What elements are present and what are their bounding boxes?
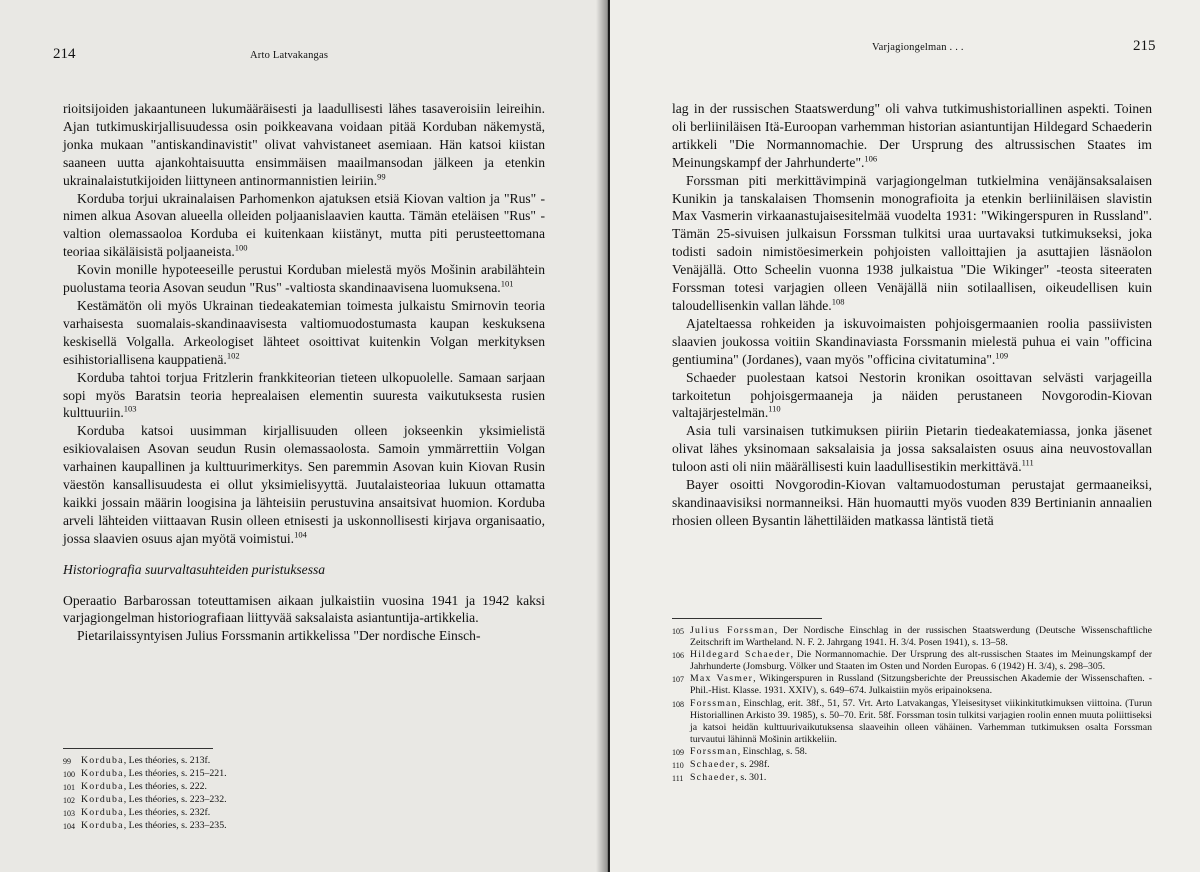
footnote: 101 Korduba, Les théories, s. 222. <box>63 781 207 793</box>
footnote-rule <box>63 748 213 749</box>
left-body-text <box>63 100 545 645</box>
paragraph: Kovin monille hypoteeseille perustui Korduban mielestä myös Mošinin arabilähtein puolustama teoria Asovan seudun "Rus" -valtiosta skandinaavisena luomuksena.$^{101}$ <box>63 262 545 296</box>
right-footnotes <box>672 625 1152 785</box>
footnote: 99 Korduba, Les théories, s. 213f. <box>63 755 211 766</box>
page-number: 215 <box>1133 38 1156 54</box>
paragraph: Bayer osoitti Novgorodin-Kiovan valtamuodostuman perustajat germaaneiksi, skandinaavisiksi normanneiksi. Hän huomautti myös vuoden 839 Bertinianin annaalien rhosien olleen Bysantin lähettiläiden matkassa läntistä tietä <box>672 477 1152 528</box>
footnote: 108 Forssman, Einschlag, erit. 38f., 51, 57. Vrt. Arto Latvakangas, Yleisesityset viikinkitutkimuksen viittoina. (Turun Historiallinen Arkisto 39. 1985), s. 50–70. Erit. 58f. Forssman tosin tulkitsi varjagien roolin ennen muuta poliittiseksi ja katsoi heidän kulttuurivaikutuksensa slaaveihin olleen vähäinen. Varhemman tutkimuksen osalta Forssman turvautui lähinnä Mošinin artikkeliin. <box>672 697 1152 745</box>
paragraph: Korduba tahtoi torjua Fritzlerin frankkiteorian tieteen ulkopuolelle. Samaan sarjaan sopi myös Baratsin teoria heprealaisen elementin suuresta vaikutuksesta rusien kulttuuriin.$^{103}$ <box>63 369 545 421</box>
right-body-text <box>672 100 1152 530</box>
footnote: 103 Korduba, Les théories, s. 232f. <box>63 807 211 819</box>
footnote-rule <box>672 618 822 619</box>
running-header: Varjagiongelman . . . <box>872 42 964 53</box>
paragraph: rioitsijoiden jakaantuneen lukumääräisesti ja laadullisesti lähes tasaveroisiin leireihin. Ajan tutkimuskirjallisuudessa osin poikkeavana voidaan pitää Korduban näkemystä, jonka mukaan "antiskandinavistit" olivat vahvistaneet asemiaan. Hän katsoi kiistan saaneen uutta ajankohtaisuutta ensimmäisen maailmansodan jälkeen ja etenkin ukrainalaistutkijoiden liittyneen antinormannistien leiriin.$^{99}$ <box>63 101 545 188</box>
paragraph: Operaatio Barbarossan toteuttamisen aikaan julkaistiin vuosina 1941 ja 1942 kaksi varjagiongelman historiografiaan liittyvää saksalaista asiantuntija-artikkelia. <box>63 592 545 626</box>
paragraph: Korduba torjui ukrainalaisen Parhomenkon ajatuksen etsiä Kiovan valtion ja "Rus" -nimen alkua Asovan alueella olleiden poljaanislaavien kautta. Tämän eteläisen "Rus" -valtion olemassaoloa Korduba ei kuitenkaan kiistänyt, mutta piti perusteettomana teoriaa sikäläisistä poljaaneista.$^{100}$ <box>63 190 545 260</box>
running-header: Arto Latvakangas <box>250 50 329 61</box>
left-footnotes <box>63 755 545 834</box>
footnote: 107 Max Vasmer, Wikingerspuren in Russland (Sitzungsberichte der Preussischen Akademie der Wissenschaften. -Phil.-Hist. Klasse. 1931. XXIV), s. 649–674. Julkaistiin myös eripainoksena. <box>672 673 1152 697</box>
paragraph: Korduba katsoi uusimman kirjallisuuden olleen jokseenkin yksimielistä esikiovalaisen Asovan seudun Rusin olemassaolosta. Samoin ymmärrettiin Volgan varhainen kaupallinen ja kulttuurimerkitys. Sen paremmin Asovan kuin Kiovan Rusin väestön kansallisuudesta ei ollut yksimielisyyttä. Juutalaisteoriaa lukuun ottamatta kaikki jossain määrin loogisina ja lähteisiin perustuvina ansaitsivat huomion. Korduba arveli lähteiden viittaavan Rusin olleen etnisesti ja uskonnollisesti kirjava organisaatio, jossa slaavien osuus ajan myötä voimistui.$^{104}$ <box>63 423 545 546</box>
paragraph: Ajateltaessa rohkeiden ja iskuvoimaisten pohjoisgermaanien roolia passiivisten slaavien joukossa voitiin Skandinaviasta Forssmanin mielestä puhua ei vain "officina gentiumina" (Jordanes), vaan myös "officina civitatumina".$^{109}$ <box>672 315 1152 367</box>
section-heading: Historiografia suurvaltasuhteiden puristuksessa <box>63 561 326 577</box>
footnote: 100 Korduba, Les théories, s. 215–221. <box>63 768 227 780</box>
paragraph: Schaeder puolestaan katsoi Nestorin kronikan osoittavan selvästi varjageilla tarkoitetun pohjoisgermaaneja ja näiden perustaneen Novgorodin-Kiovan valtajärjestelmän.$^{110}$ <box>672 369 1152 421</box>
footnote: 104 Korduba, Les théories, s. 233–235. <box>63 820 227 832</box>
footnote: 110 Schaeder, s. 298f. <box>672 759 770 771</box>
paragraph: lag in der russischen Staatswerdung" oli vahva tutkimushistoriallinen aspekti. Toinen oli berliiniläisen Itä-Euroopan varhemman historian asiantuntijan Hildegard Schaederin artikkeli "Die Normannomachie. Der Ursprung des altrussischen Staates im Meinungskampf der Jahrhunderte".$^{106}$ <box>672 101 1152 170</box>
paragraph: Asia tuli varsinaisen tutkimuksen piiriin Pietarin tiedeakatemiassa, jonka jäsenet olivat lähes yksinomaan saksalaisia ja jossa saksalaisten osuus aina neuvostovallan tuloon asti oli niin määrällisesti kuin laadullisestikin merkittävä.$^{111}$ <box>672 423 1152 475</box>
page-number: 214 <box>53 46 76 62</box>
footnote: 111 Schaeder, s. 301. <box>672 772 767 784</box>
footnote: 105 Julius Forssman, Der Nordische Einschlag in der russischen Staatswerdung (Deutsche Wissenschaftliche Zeitschrift im Wartheland. N. F. 2. Jahrgang 1941. H. 3/4. Posen 1941), s. 13–58. <box>672 625 1152 649</box>
paragraph: Pietarilaissyntyisen Julius Forssmanin artikkelissa "Der nordische Einsch- <box>77 628 481 644</box>
right-page <box>610 0 1200 872</box>
footnote: 102 Korduba, Les théories, s. 223–232. <box>63 794 227 806</box>
footnote: 106 Hildegard Schaeder, Die Normannomachie. Der Ursprung des alt-russischen Staates im Meinungskampf der Jahrhunderte (Jomsburg. Völker und Staaten im Osten und Norden Europas. 6 (1942) H. 3/4), s. 298–305. <box>672 649 1152 673</box>
footnote: 109 Forssman, Einschlag, s. 58. <box>672 745 808 757</box>
paragraph: Forssman piti merkittävimpinä varjagiongelman tutkielmina venäjänsaksalaisen Kunikin ja tanskalaisen Thomsenin monografioita ja etenkin berliiniläisen slavistin Max Vasmerin virkaanastujaisesitelmää vuodelta 1931: "Wikingerspuren in Russland". Tämän 25-sivuisen julkaisun Forssman tulkitsi uraa uurtavaksi tutkimukseksi, joka todisti sadoin nimistöesimerkein pohjoisten valloittajien ja asuttajien läsnäolon Venäjällä. Otto Scheelin vuonna 1938 julkaistua "Die Wikinger" -teosta siteeraten Forssman totesi varjagien olleen Venäjällä niin sotilaallisen, oikeudellisen kuin taloudellisenkin vallan lähde.$^{108}$ <box>672 172 1152 313</box>
paragraph: Kestämätön oli myös Ukrainan tiedeakatemian toimesta julkaistu Smirnovin teoria varhaisesta suomalais-skandinaavisesta valtiomuodostumasta kaupan keskuksena keskisellä Volgalla. Arkeologiset lähteet osoittivat kuitenkin Volgan merkityksen esihistoriallisena kauppatienä.$^{102}$ <box>63 297 545 367</box>
